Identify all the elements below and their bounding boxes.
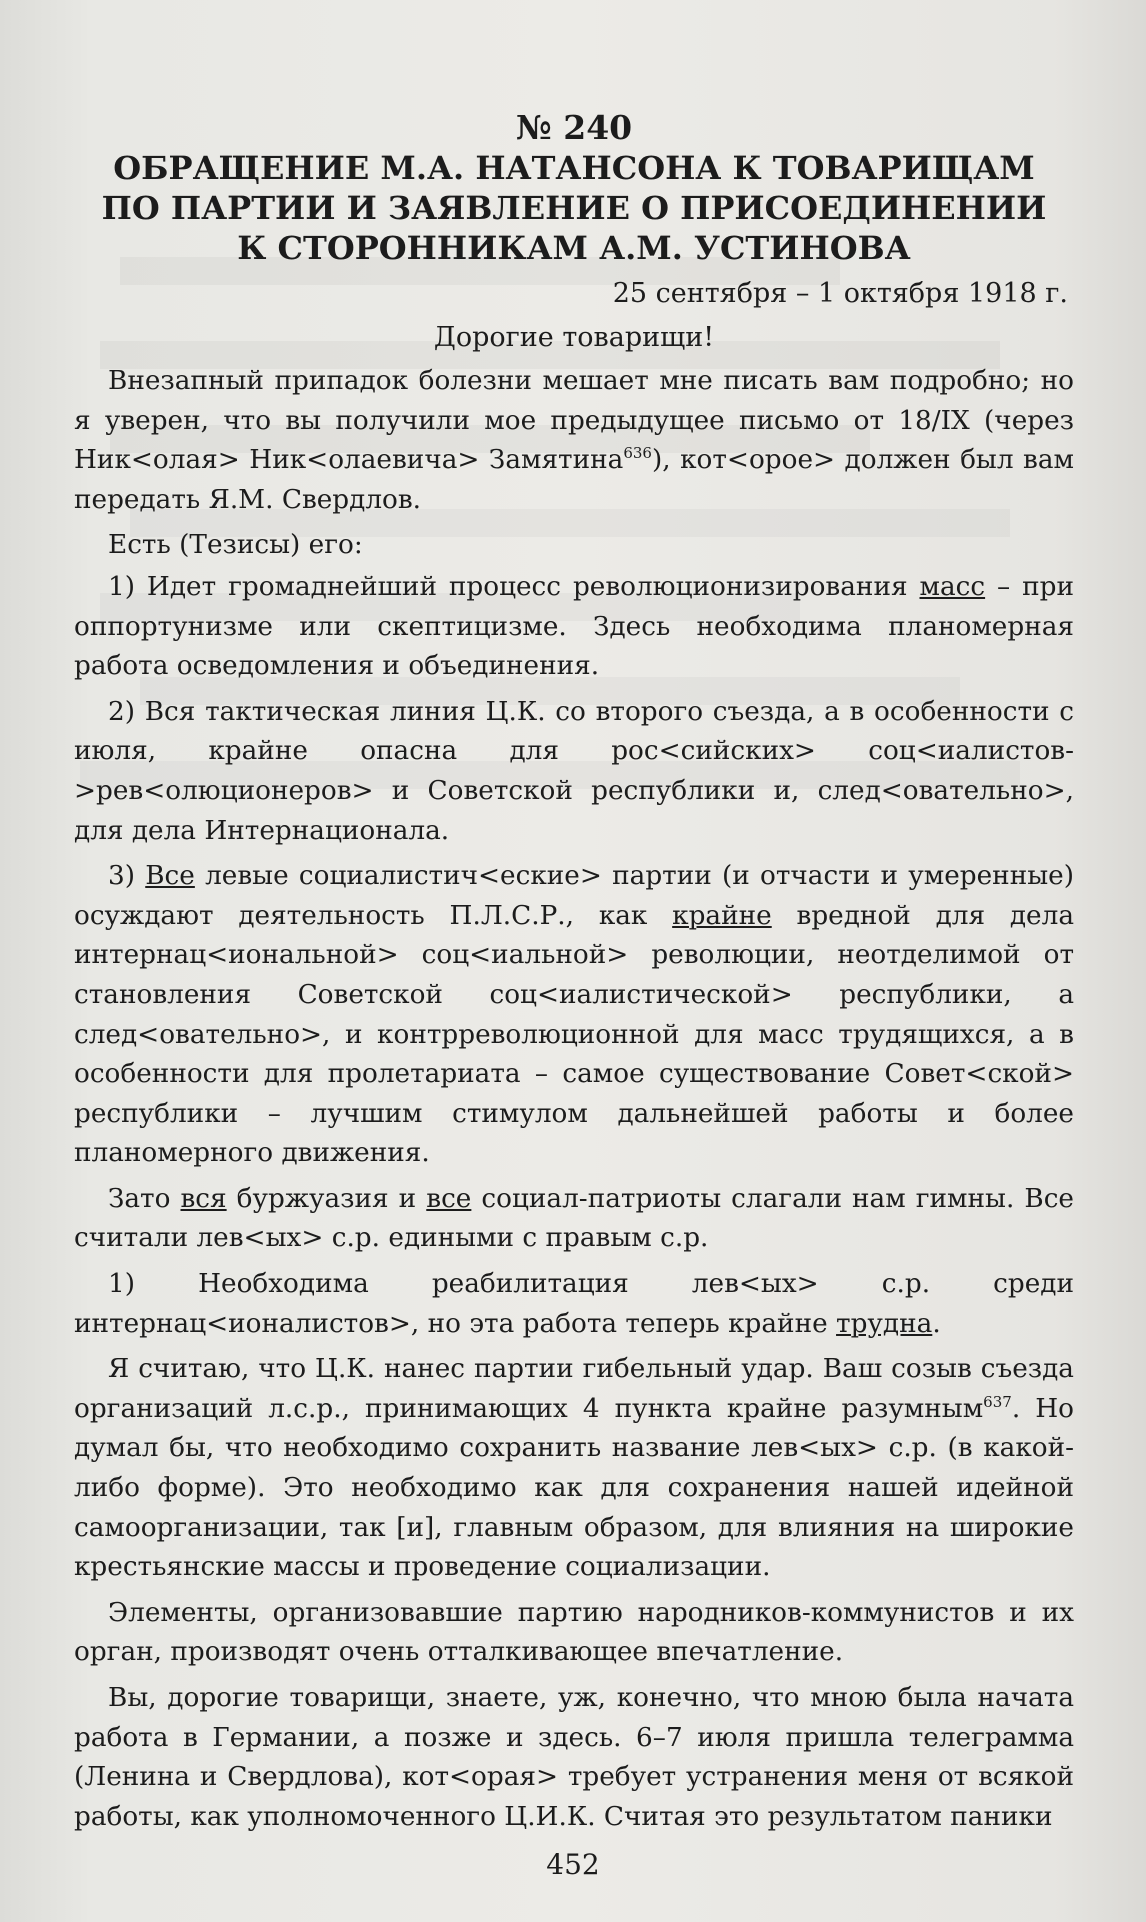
- title-line: К СТОРОННИКАМ А.М. УСТИНОВА: [237, 229, 911, 267]
- paragraph: Элементы, организовавшие партию народников-коммунистов и их орган, производят очень отталкивающее впечатление.: [74, 1597, 1074, 1668]
- document-number: № 240: [515, 108, 633, 147]
- document-body: [74, 108, 1074, 1843]
- title-line: ОБРАЩЕНИЕ М.А. НАТАНСОНА К ТОВАРИЩАМ: [113, 149, 1035, 187]
- footnote-marker: 636: [623, 444, 652, 463]
- paragraph: Я считаю, что Ц.К. нанес партии гибельный удар. Ваш созыв съезда организаций л.с.р., принимающих 4 пункта крайне разумным$^{637}$. Но думал бы, что необходимо сохранить название лев<ых> с.р. (в какой-либо форме). Это необходимо как для сохранения нашей идейной самоорганизации, так [и], главным образом, для влияния на широкие крестьянские массы и проведение социализации.: [74, 1354, 1074, 1583]
- paragraph: 1) Необходима реабилитация лев<ых> с.р. среди интернац<ионалистов>, но эта работа теперь крайне трудна.: [74, 1269, 1074, 1339]
- paragraph: Внезапный припадок болезни мешает мне писать вам подробно; но я уверен, что вы получили мое предыдущее письмо от 18/IX (через Ник<олая> Ник<олаевича> Замятина$^{636}$), кот<орое> должен был вам передать Я.М. Свердлов.: [74, 366, 1074, 515]
- document-date: 25 сентября – 1 октября 1918 г.: [612, 278, 1068, 309]
- page-number: 452: [546, 1848, 600, 1881]
- paragraph: Есть (Тезисы) его:: [108, 530, 363, 561]
- paragraph: Вы, дорогие товарищи, знаете, уж, конечно, что мною была начата работа в Германии, а позже и здесь. 6–7 июля пришла телеграмма (Ленина и Свердлова), кот<орая> требует устранения меня от всякой работы, как уполномоченного Ц.И.К. Считая это результатом паники: [74, 1683, 1074, 1832]
- paragraph: Зато вся буржуазия и все социал-патриоты слагали нам гимны. Все считали лев<ых> с.р. едиными с правым с.р.: [74, 1183, 1074, 1254]
- title-line: ПО ПАРТИИ И ЗАЯВЛЕНИЕ О ПРИСОЕДИНЕНИИ: [101, 189, 1047, 227]
- greeting: Дорогие товарищи!: [433, 322, 715, 353]
- footnote-marker: 637: [983, 1393, 1012, 1412]
- paragraph: 1) Идет громаднейший процесс революционизирования масс – при оппортунизме или скептицизме. Здесь необходима планомерная работа осведомления и объединения.: [74, 571, 1074, 682]
- paragraph: 3) Все левые социалистич<еские> партии (и отчасти и умеренные) осуждают деятельность П.Л.С.Р., как крайне вредной для дела интернац<иональной> соц<иальной> революции, неотделимой от становления Советской соц<иалистической> республики, а след<овательно>, и контрреволюционной для масс трудящихся, а в особенности для пролетариата – самое существование Совет<ской> республики – лучшим стимулом дальнейшей работы и более планомерного движения.: [74, 861, 1074, 1169]
- paragraph: 2) Вся тактическая линия Ц.К. со второго съезда, а в особенности с июля, крайне опасна для рос<сийских> соц<иалистов->рев<олюционеров> и Советской республики и, след<овательно>, для дела Интернационала.: [74, 696, 1074, 846]
- document-title: [74, 148, 1074, 268]
